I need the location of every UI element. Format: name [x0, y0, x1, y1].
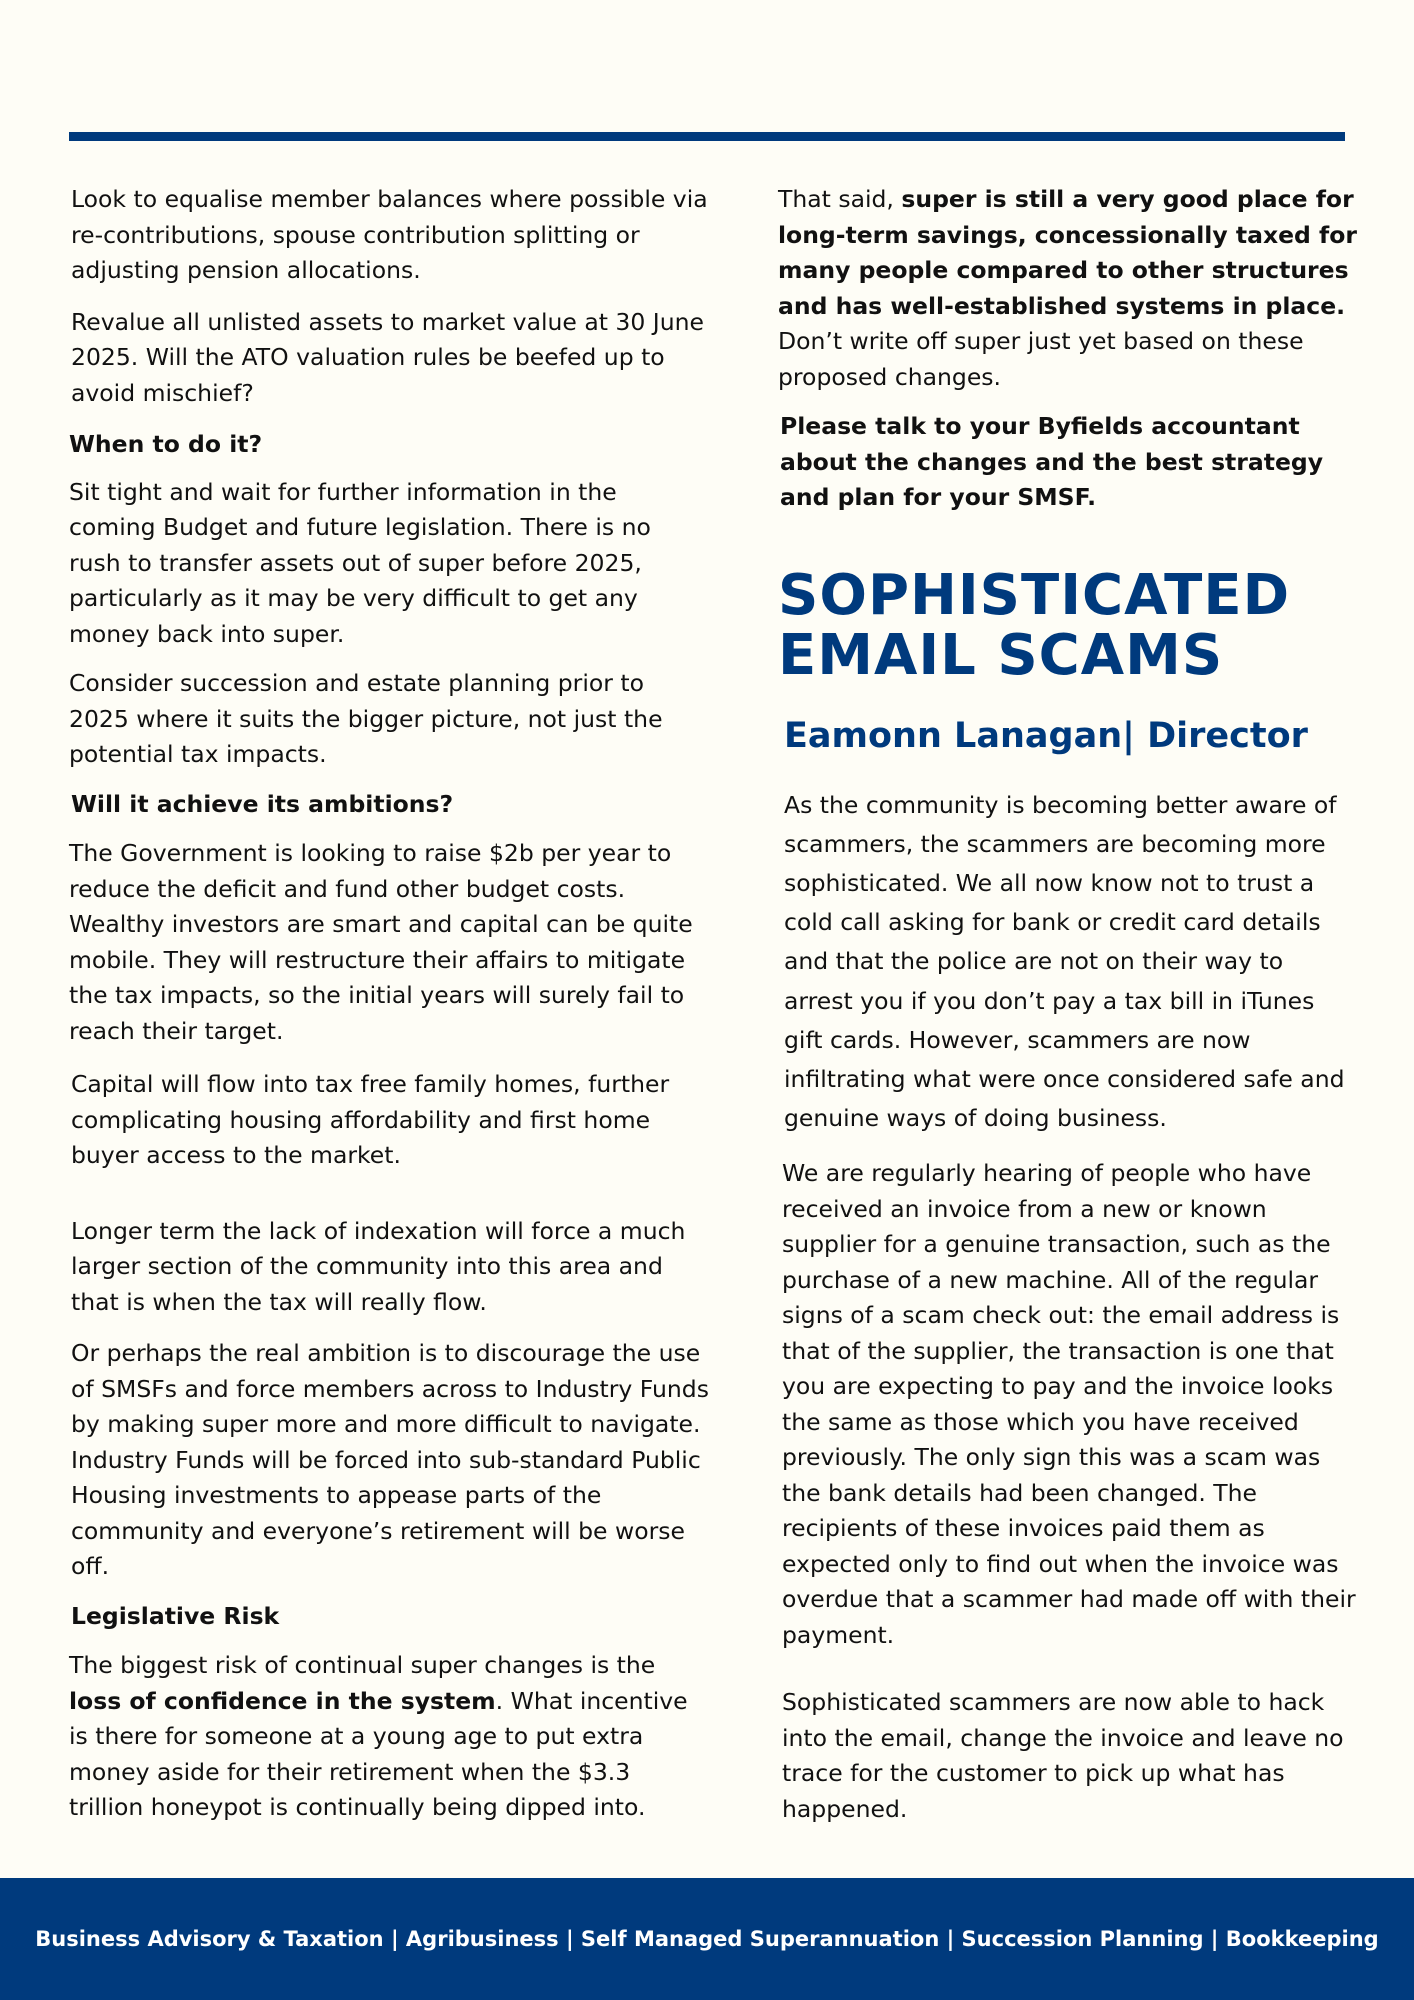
biggest-risk-text-end: . What incentive is there for someone at a young age to put extra money aside for their retirement when the $3.3 trillion honeypot is continually being dipped into. [69, 1686, 688, 1821]
article-author: Eamonn Lanagan| Director [784, 715, 1308, 756]
paragraph-biggest-risk [69, 1648, 709, 1826]
paragraph-talk-to-accountant: Please talk to your Byfields accountant about the changes and the best strategy and plan for your SMSF. [780, 412, 1324, 511]
heading-legislative-risk: Legislative Risk [71, 1601, 280, 1630]
that-said-text-start: That said, [778, 185, 902, 213]
paragraph-invoice-scam: We are regularly hearing of people who have received an invoice from a new or known supplier for a genuine transaction, such as the purchase of a new machine. All of the regular signs of a scam check out: the email address is that of the supplier, the transaction is one that you are expecting to pay and the invoice looks the same as those which you have received previously. The only sign this was a scam was the bank details had been changed. The recipients of these invoices paid them as expected only to find out when the invoice was overdue that a scammer had made off with their payment. [782, 1159, 1356, 1649]
paragraph-capital-flow: Capital will flow into tax free family homes, further complicating housing affordability and first home buyer access to the market. [71, 1070, 670, 1169]
heading-when-to-do-it: When to do it? [69, 430, 263, 458]
biggest-risk-text-start: The biggest risk of continual super changes is the [69, 1651, 656, 1679]
paragraph-government-target: The Government is looking to raise $2b per year to reduce the deficit and fund other budget costs. Wealthy investors are smart and capital can be quite mobile. They will restructure their affairs to mitigate the tax impacts, so the initial years will surely fail to reach their target. [69, 839, 693, 1045]
header-rule [69, 132, 1345, 141]
paragraph-scam-intro: As the community is becoming better aware of scammers, the scammers are becoming more sophisticated. We all now know not to trust a cold call asking for bank or credit card details and that the police are not on their way to arrest you if you don’t pay a tax bill in iTunes gift cards. However, scammers are now infiltrating what were once considered safe and genuine ways of doing business. [784, 790, 1345, 1133]
biggest-risk-emphasis: loss of confidence in the system [69, 1686, 496, 1715]
article-title: SOPHISTICATED EMAIL SCAMS [778, 562, 1291, 688]
paragraph-equalise-balances: Look to equalise member balances where possible via re-contributions, spouse contribution splitting or adjusting pension allocations. [71, 185, 708, 284]
left-column [69, 182, 709, 1826]
paragraph-succession-planning: Consider succession and estate planning prior to 2025 where it suits the bigger picture, not just the potential tax impacts. [69, 669, 663, 768]
paragraph-hack-email: Sophisticated scammers are now able to hack into the email, change the invoice and leave no trace for the customer to pick up what has happened. [782, 1688, 1344, 1823]
paragraph-revalue-assets: Revalue all unlisted assets to market value at 30 June 2025. Will the ATO valuation rules be beefed up to avoid mischief? [71, 307, 704, 407]
paragraph-that-said [778, 182, 1358, 395]
paragraph-indexation: Longer term the lack of indexation will force a much larger section of the community into this area and that is when the tax will really flow. [71, 1216, 686, 1316]
that-said-text-end: Don’t write off super just yet based on these proposed changes. [778, 327, 1304, 391]
heading-will-it-achieve: Will it achieve its ambitions? [71, 789, 454, 818]
paragraph-real-ambition: Or perhaps the real ambition is to discourage the use of SMSFs and force members across to Industry Funds by making super more and more difficult to navigate. Industry Funds will be forced into sub-standard Public Housing investments to appease parts of the community and everyone’s retirement will be worse off. [71, 1339, 709, 1580]
paragraph-sit-tight: Sit tight and wait for further information in the coming Budget and future legislation. There is no rush to transfer assets out of super before 2025, particularly as it may be very difficult to get any money back into super. [69, 477, 651, 648]
footer-bar [0, 1878, 1414, 2000]
footer-services: Business Advisory & Taxation | Agribusiness | Self Managed Superannuation | Succession Planning | Bookkeeping [35, 1927, 1379, 1951]
that-said-emphasis: super is still a very good place for long-term savings, concessionally taxed for many people compared to other structures and has well-established systems in place. [778, 185, 1357, 320]
right-column [778, 182, 1358, 1827]
